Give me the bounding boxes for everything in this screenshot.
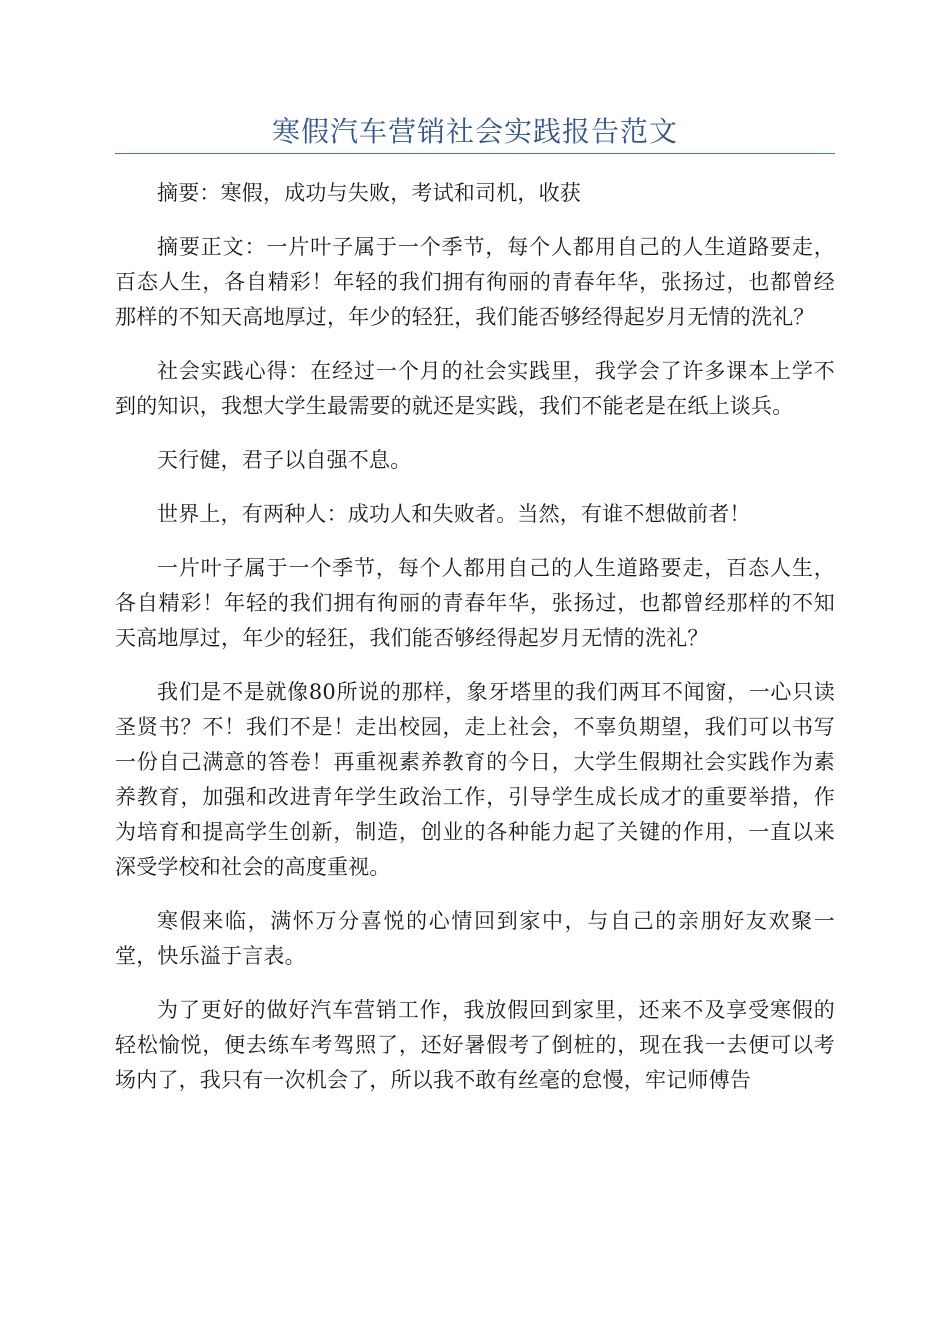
document-body [115,176,835,1117]
body-paragraph: 我们是不是就像80所说的那样，象牙塔里的我们两耳不闻窗，一心只读圣贤书？不！我们不是！走出校园，走上社会，不辜负期望，我们可以书写一份自己满意的答卷！再重视素养教育的今日，大学生假期社会实践作为素养教育，加强和改进青年学生政治工作，引导学生成长成才的重要举措，作为培育和提高学生创新，制造，创业的各种能力起了关键的作用，一直以来深受学校和社会的高度重视。 [115,680,835,879]
document-title: 寒假汽车营销社会实践报告范文 [271,115,678,148]
practice-insight-paragraph: 社会实践心得：在经过一个月的社会实践里，我学会了许多课本上学不到的知识，我想大学生最需要的就还是实践，我们不能老是在纸上谈兵。 [115,359,835,418]
body-paragraph: 为了更好的做好汽车营销工作，我放假回到家里，还来不及享受寒假的轻松愉悦，便去练车考驾照了，还好暑假考了倒桩的，现在我一去便可以考场内了，我只有一次机会了，所以我不敢有丝毫的怠慢，牢记师傅告 [115,998,835,1092]
body-paragraph: 一片叶子属于一个季节，每个人都用自己的人生道路要走，百态人生，各自精彩！年轻的我们拥有徇丽的青春年华，张扬过，也都曾经那样的不知天高地厚过，年少的轻狂，我们能否够经得起岁月无情的洗礼？ [115,556,835,650]
abstract-keywords-paragraph: 摘要：寒假，成功与失败，考试和司机，收获 [157,181,581,205]
body-paragraph: 寒假来临，满怀万分喜悦的心情回到家中，与自己的亲朋好友欢聚一堂，快乐溢于言表。 [115,909,835,968]
body-paragraph: 世界上，有两种人：成功人和失败者。当然，有谁不想做前者！ [157,502,751,526]
abstract-text-paragraph: 摘要正文：一片叶子属于一个季节，每个人都用自己的人生道路要走，百态人生，各自精彩！年轻的我们拥有徇丽的青春年华，张扬过，也都曾经那样的不知天高地厚过，年少的轻狂，我们能否够经得起岁月无情的洗礼？ [115,235,835,329]
title-underline [115,153,835,154]
body-paragraph: 天行健，君子以自强不息。 [157,448,412,472]
